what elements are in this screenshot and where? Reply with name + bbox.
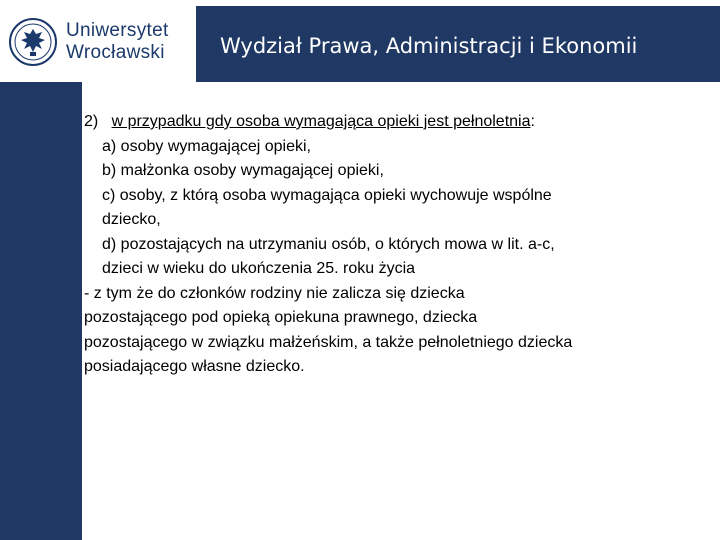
university-logo [8, 14, 188, 70]
note-line-2: pozostającego pod opieką opiekuna prawnego, dziecka [84, 309, 478, 326]
slide-content [82, 82, 720, 540]
item-2-colon: : [530, 113, 535, 130]
university-crest-icon [8, 17, 58, 67]
left-sidebar-band [0, 82, 82, 540]
logo-line-1: Uniwersytet [66, 20, 169, 41]
note-line-1: - z tym że do członków rodziny nie zalicza się dziecka [84, 284, 465, 302]
slide-title: Wydział Prawa, Administracji i Ekonomii [220, 34, 638, 58]
item-2 [84, 110, 714, 135]
sub-item-b: b) małżonka osoby wymagającej opieki, [102, 162, 384, 179]
note-line-4: posiadającego własne dziecko. [84, 358, 305, 375]
sub-item-d-line-2: dzieci w wieku do ukończenia 25. roku życia [102, 260, 416, 277]
note-line-3: pozostającego w związku małżeńskim, a także pełnoletniego dziecka [84, 333, 573, 351]
header-band [196, 6, 720, 82]
item-2-number: 2) [84, 113, 99, 130]
sub-item-c-line-1: c) osoby, z którą osoba wymagająca opieki wychowuje wspólne [102, 186, 552, 204]
sub-item-c-line-2: dziecko, [102, 211, 161, 228]
sub-item-a: a) osoby wymagającej opieki, [102, 137, 311, 155]
item-2-text: w przypadku gdy osoba wymagająca opieki jest pełnoletnia [111, 113, 531, 130]
logo-line-2: Wrocławski [66, 42, 165, 63]
sub-item-d-line-1: d) pozostających na utrzymaniu osób, o których mowa w lit. a-c, [102, 235, 555, 253]
body-text [84, 110, 714, 380]
